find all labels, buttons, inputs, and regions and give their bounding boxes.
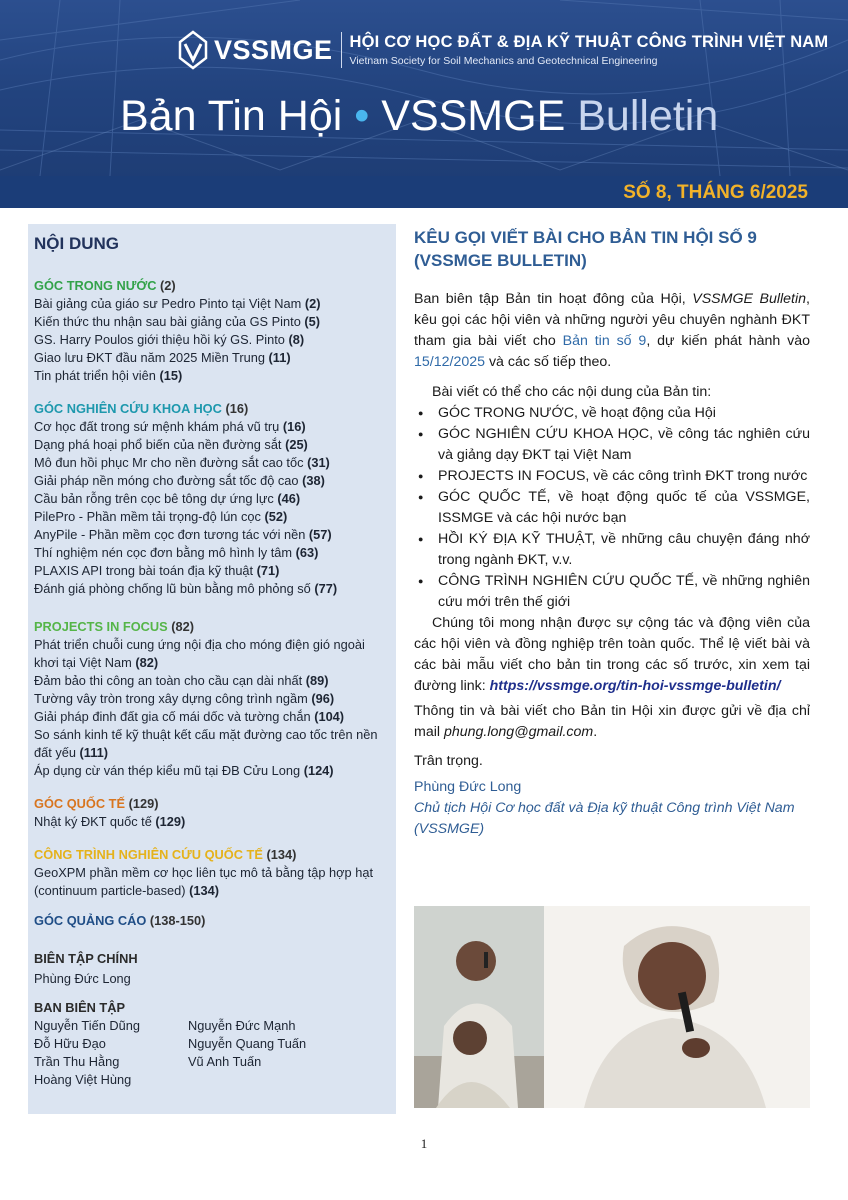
text: và các số tiếp theo. bbox=[485, 354, 612, 370]
table-of-contents-panel bbox=[28, 224, 396, 1114]
toc-item[interactable] bbox=[34, 331, 392, 349]
topic-item: ● GÓC TRONG NƯỚC, về hoạt động của Hội bbox=[414, 403, 810, 424]
text: Chúng tôi mong nhận được sự cộng tác và động viên của các hội viên và đồng nghiệp trên toàn quốc. Thể lệ viết bài và các bài mẫu viết cho bản tin trong các số trước, xin xem tại đường link: bbox=[414, 615, 810, 694]
item-text: So sánh kinh tế kỹ thuật kết cấu mặt đường cao tốc trên nền đất yếu bbox=[34, 727, 378, 760]
item-text: Bài giảng của giáo sư Pedro Pinto tại Việt Nam bbox=[34, 296, 302, 311]
toc-item[interactable] bbox=[34, 313, 392, 331]
toc-section-heading[interactable] bbox=[34, 795, 392, 813]
toc-item[interactable] bbox=[34, 762, 392, 780]
board-member: Hoàng Việt Hùng bbox=[34, 1072, 132, 1087]
item-page: (129) bbox=[155, 814, 186, 829]
topic-item: ● CÔNG TRÌNH NGHIÊN CỨU QUỐC TẾ, về những nghiên cứu mới trên thế giới bbox=[414, 571, 810, 613]
toc-item[interactable] bbox=[34, 580, 392, 598]
topics-list bbox=[414, 403, 810, 613]
toc-item[interactable] bbox=[34, 813, 392, 831]
item-text: Mô đun hồi phục Mr cho nền đường sắt cao tốc bbox=[34, 455, 304, 470]
item-text: Đánh giá phòng chống lũ bùn bằng mô phỏng số bbox=[34, 581, 311, 596]
item-page: (16) bbox=[282, 419, 306, 434]
section-title: GÓC TRONG NƯỚC bbox=[34, 278, 157, 293]
item-text: Cầu bản rỗng trên cọc bê tông dự ứng lực bbox=[34, 491, 274, 506]
section-title: GÓC NGHIÊN CỨU KHOA HỌC bbox=[34, 401, 222, 416]
item-page: (134) bbox=[189, 883, 219, 898]
item-text: Tường vây tròn trong xây dựng công trình ngầm bbox=[34, 691, 308, 706]
item-text: Tin phát triển hội viên bbox=[34, 368, 156, 383]
header-banner bbox=[0, 0, 848, 208]
toc-item[interactable] bbox=[34, 562, 392, 580]
board-member: Nguyễn Đức Mạnh bbox=[188, 1018, 296, 1033]
toc-item[interactable] bbox=[34, 636, 392, 672]
section-title: GÓC QUỐC TẾ bbox=[34, 796, 126, 811]
call-title: KÊU GỌI VIẾT BÀI CHO BẢN TIN HỘI SỐ 9 (VSSMGE BULLETIN) bbox=[414, 228, 757, 270]
item-page: (63) bbox=[295, 545, 319, 560]
topics-intro: Bài viết có thể cho các nội dung của Bản tin: bbox=[432, 384, 712, 400]
item-text: Đảm bảo thi công an toàn cho cầu cạn dài nhất bbox=[34, 673, 303, 688]
toc-title: NỘI DUNG bbox=[34, 234, 119, 253]
lecturer-photo-image bbox=[414, 906, 810, 1108]
board-member: Vũ Anh Tuấn bbox=[188, 1054, 262, 1069]
text: Ban biên tập Bản tin hoạt đông của Hội, bbox=[414, 291, 693, 307]
section-page: (134) bbox=[266, 847, 297, 862]
org-name-vn: HỘI CƠ HỌC ĐẤT & ĐỊA KỸ THUẬT CÔNG TRÌNH VIỆT NAM bbox=[349, 33, 829, 51]
toc-item[interactable] bbox=[34, 436, 392, 454]
issue-link[interactable]: Bản tin số 9 bbox=[562, 333, 647, 349]
logo-name: VSSMGE bbox=[214, 34, 333, 65]
item-page: (31) bbox=[307, 455, 330, 470]
topic-item: ● GÓC NGHIÊN CỨU KHOA HỌC, về công tác nghiên cứu và giảng dạy ĐKT tại Việt Nam bbox=[414, 424, 810, 466]
item-text: AnyPile - Phần mềm cọc đơn tương tác với nền bbox=[34, 527, 306, 542]
item-page: (82) bbox=[135, 655, 159, 670]
item-page: (111) bbox=[79, 745, 109, 760]
item-page: (124) bbox=[303, 763, 334, 778]
toc-item[interactable] bbox=[34, 726, 392, 762]
guidelines-paragraph bbox=[414, 613, 810, 697]
toc-item[interactable] bbox=[34, 672, 392, 690]
masthead-en-thin: Bulletin bbox=[577, 92, 719, 140]
toc-section-heading[interactable] bbox=[34, 400, 392, 418]
topic-item: ● GÓC QUỐC TẾ, về hoạt động quốc tế của VSSMGE, ISSMGE và các hội nước bạn bbox=[414, 487, 810, 529]
org-logo bbox=[176, 26, 828, 74]
signature-role: Chủ tịch Hội Cơ học đất và Địa kỹ thuật Công trình Việt Nam (VSSMGE) bbox=[414, 800, 795, 837]
toc-item[interactable] bbox=[34, 418, 392, 436]
toc-item[interactable] bbox=[34, 690, 392, 708]
text: . bbox=[593, 724, 598, 740]
chief-editor-label: BIÊN TẬP CHÍNH bbox=[34, 951, 138, 966]
editorial-board-list bbox=[34, 1017, 392, 1089]
item-page: (52) bbox=[264, 509, 288, 524]
toc-item[interactable] bbox=[34, 472, 392, 490]
contact-paragraph bbox=[414, 701, 810, 743]
item-page: (8) bbox=[288, 332, 305, 347]
section-title: PROJECTS IN FOCUS bbox=[34, 619, 168, 634]
org-name-en: Vietnam Society for Soil Mechanics and Geotechnical Engineering bbox=[349, 55, 658, 67]
toc-list bbox=[34, 277, 392, 1089]
item-page: (57) bbox=[308, 527, 332, 542]
topic-item: ● HỒI KÝ ĐỊA KỸ THUẬT, về những câu chuyện đáng nhớ trong ngành ĐKT, v.v. bbox=[414, 529, 810, 571]
item-page: (5) bbox=[304, 314, 321, 329]
text: , kêu gọi các hội viên và những người yêu chuyên nghành ĐKT tham gia bài viết cho bbox=[414, 291, 810, 349]
speaker-photo bbox=[414, 906, 810, 1108]
toc-section-heading[interactable] bbox=[34, 618, 392, 636]
toc-section-heading[interactable] bbox=[34, 846, 392, 864]
item-text: PLAXIS API trong bài toán địa kỹ thuật bbox=[34, 563, 254, 578]
item-text: Phát triển chuỗi cung ứng nội địa cho móng điện gió ngoài khơi tại Việt Nam bbox=[34, 637, 365, 670]
toc-item[interactable] bbox=[34, 367, 392, 385]
item-text: GS. Harry Poulos giới thiệu hồi ký GS. Pinto bbox=[34, 332, 285, 347]
toc-item[interactable] bbox=[34, 864, 392, 900]
item-text: Giải pháp đinh đất gia cố mái dốc và tường chắn bbox=[34, 709, 311, 724]
section-page: (82) bbox=[171, 619, 195, 634]
toc-item[interactable] bbox=[34, 490, 392, 508]
item-page: (104) bbox=[314, 709, 345, 724]
section-title: CÔNG TRÌNH NGHIÊN CỨU QUỐC TẾ bbox=[34, 847, 263, 862]
topic-item: ● PROJECTS IN FOCUS, về các công trình ĐKT trong nước bbox=[414, 466, 810, 487]
item-text: Dạng phá hoại phổ biến của nền đường sắt bbox=[34, 437, 282, 452]
section-page: (138-150) bbox=[149, 913, 206, 928]
section-page: (16) bbox=[225, 401, 249, 416]
item-text: Áp dụng cừ ván thép kiểu mũ tại ĐB Cửu Long bbox=[34, 763, 301, 778]
call-intro bbox=[414, 289, 810, 373]
toc-item[interactable] bbox=[34, 544, 392, 562]
board-member: Nguyễn Tiến Dũng bbox=[34, 1018, 140, 1033]
item-text: GeoXPM phần mềm cơ học liên tục mô tả bằng tập hợp hạt (continuum particle-based) bbox=[34, 865, 374, 898]
item-text: Nhật ký ĐKT quốc tế bbox=[34, 814, 152, 829]
text: Thông tin và bài viết cho Bản tin Hội xin được gửi về địa chỉ mail bbox=[414, 703, 810, 740]
item-page: (46) bbox=[277, 491, 301, 506]
masthead-en-bold: VSSMGE bbox=[381, 92, 566, 140]
item-page: (96) bbox=[311, 691, 335, 706]
toc-item[interactable] bbox=[34, 454, 392, 472]
item-text: PilePro - Phần mềm tải trọng-độ lún cọc bbox=[34, 509, 261, 524]
closing: Trân trọng. bbox=[414, 753, 483, 769]
logo-divider bbox=[341, 32, 342, 68]
masthead-dot: • bbox=[354, 92, 370, 140]
toc-section-heading[interactable] bbox=[34, 277, 392, 295]
text: , dự kiến phát hành vào bbox=[646, 333, 810, 349]
masthead-vn: Bản Tin Hội bbox=[120, 92, 343, 140]
contact-email[interactable]: phung.long@gmail.com bbox=[443, 724, 594, 740]
item-page: (15) bbox=[159, 368, 183, 383]
item-text: Giải pháp nền móng cho đường sắt tốc độ cao bbox=[34, 473, 299, 488]
section-page: (129) bbox=[128, 796, 159, 811]
toc-section-heading[interactable] bbox=[34, 912, 392, 930]
board-member: Đỗ Hữu Đạo bbox=[34, 1036, 106, 1051]
board-member: Trần Thu Hằng bbox=[34, 1054, 120, 1069]
item-page: (71) bbox=[256, 563, 280, 578]
toc-item[interactable] bbox=[34, 708, 392, 726]
chief-editor-name: Phùng Đức Long bbox=[34, 971, 131, 986]
item-text: Thí nghiệm nén cọc đơn bằng mô hình ly tâm bbox=[34, 545, 293, 560]
item-page: (89) bbox=[305, 673, 329, 688]
item-text: Cơ học đất trong sứ mệnh khám phá vũ trụ bbox=[34, 419, 280, 434]
release-date: 15/12/2025 bbox=[414, 354, 486, 370]
toc-item[interactable] bbox=[34, 508, 392, 526]
page-number: 1 bbox=[420, 1136, 428, 1151]
item-text: Giao lưu ĐKT đầu năm 2025 Miền Trung bbox=[34, 350, 265, 365]
item-page: (77) bbox=[314, 581, 338, 596]
item-text: Kiến thức thu nhận sau bài giảng của GS Pinto bbox=[34, 314, 301, 329]
item-page: (38) bbox=[302, 473, 325, 488]
toc-item[interactable] bbox=[34, 526, 392, 544]
section-page: (2) bbox=[160, 278, 176, 293]
item-page: (25) bbox=[285, 437, 308, 452]
editorial-board-label: BAN BIÊN TẬP bbox=[34, 1000, 126, 1015]
vssmge-logo-icon bbox=[176, 30, 210, 70]
guidelines-link[interactable]: https://vssmge.org/tin-hoi-vssmge-bulletin/ bbox=[489, 678, 781, 694]
toc-item[interactable] bbox=[34, 295, 392, 313]
toc-item[interactable] bbox=[34, 349, 392, 367]
masthead-title bbox=[120, 92, 718, 141]
item-page: (2) bbox=[304, 296, 321, 311]
board-member: Nguyễn Quang Tuấn bbox=[188, 1036, 307, 1051]
section-title: GÓC QUẢNG CÁO bbox=[34, 913, 147, 928]
issue-label: SỐ 8, THÁNG 6/2025 bbox=[623, 182, 808, 203]
bulletin-name: VSSMGE Bulletin bbox=[692, 291, 807, 307]
signature-name: Phùng Đức Long bbox=[414, 779, 522, 795]
item-page: (11) bbox=[268, 350, 291, 365]
call-for-articles bbox=[414, 226, 810, 840]
